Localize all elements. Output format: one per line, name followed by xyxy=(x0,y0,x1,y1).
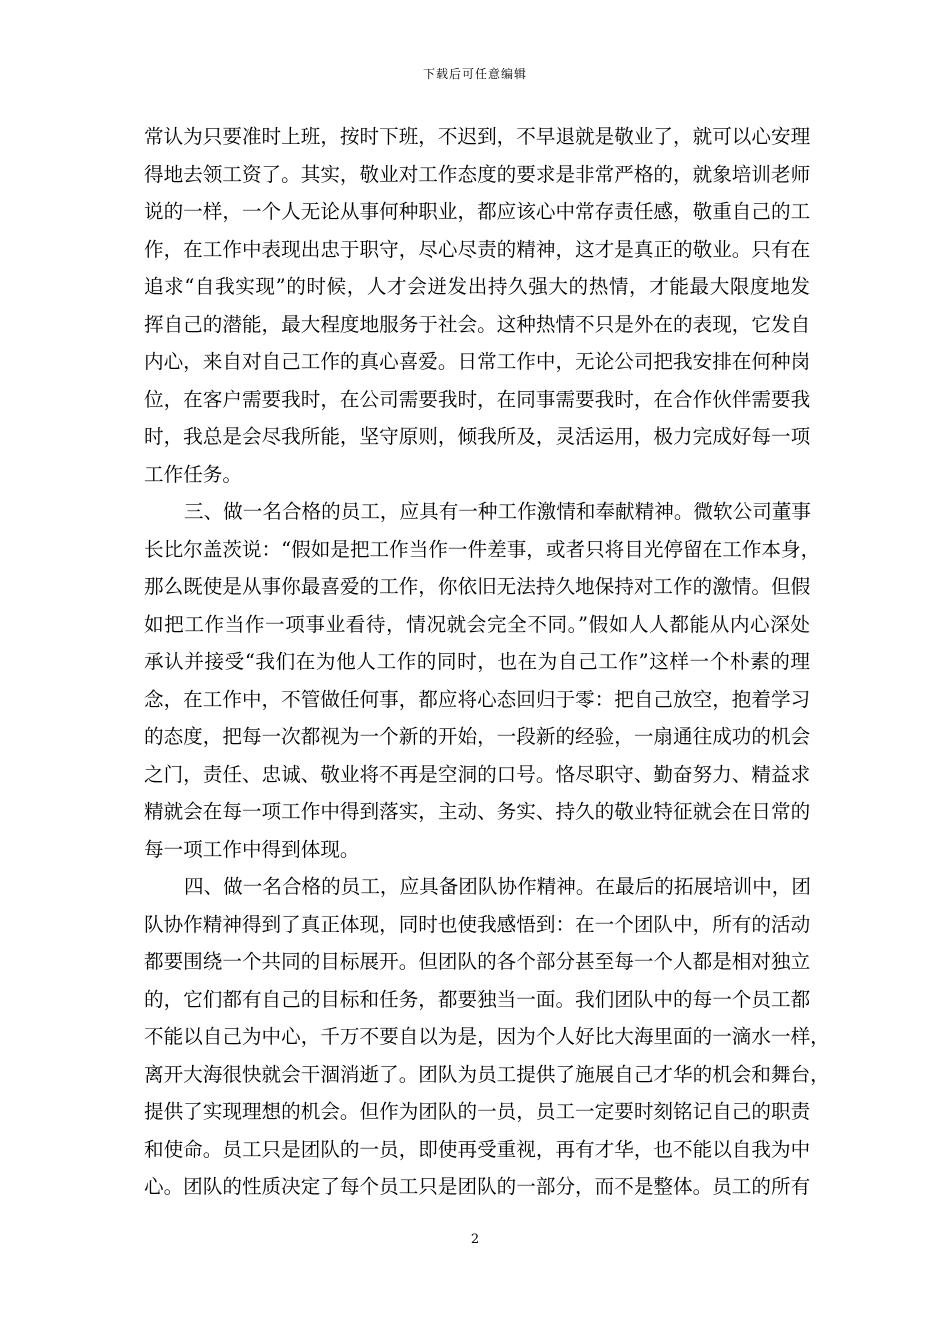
text-line: 和使命。员工只是团队的一员，即使再受重视，再有才华，也不能以自我为中 xyxy=(144,1137,811,1161)
text-line: 每一项工作中得到体现。 xyxy=(144,837,360,861)
text-line: 四、做一名合格的员工，应具备团队协作精神。在最后的拓展培训中，团 xyxy=(184,875,811,898)
text-line: 如把工作当作一项事业看待，情况就会完全不同。”假如人人都能从内心深处 xyxy=(144,612,810,636)
text-line: 提供了实现理想的机会。但作为团队的一员，员工一定要时刻铭记自己的职责 xyxy=(144,1100,811,1123)
text-line: 工作任务。 xyxy=(144,462,242,486)
text-line: 念，在工作中，不管做任何事，都应将心态回归于零：把自己放空，抱着学习 xyxy=(144,687,811,711)
text-line: 那么既使是从事你最喜爱的工作，你依旧无法持久地保持对工作的激情。但假 xyxy=(144,575,811,598)
text-line: 都要围绕一个共同的目标展开。但团队的各个部分甚至每一个人都是相对独立 xyxy=(144,950,811,973)
text-line: 承认并接受“我们在为他人工作的同时，也在为自己工作”这样一个朴素的理 xyxy=(144,650,810,673)
page-header: 下载后可任意编辑 xyxy=(422,67,527,81)
text-line: 说的一样，一个人无论从事何种职业，都应该心中常存责任感，敬重自己的工 xyxy=(144,200,811,223)
text-line: 心。团队的性质决定了每个员工只是团队的一部分，而不是整体。员工的所有 xyxy=(144,1175,811,1198)
document-body xyxy=(144,118,830,1206)
text-line: 内心，来自对自己工作的真心喜爱。日常工作中，无论公司把我安排在何种岗 xyxy=(144,350,811,373)
text-line: 位，在客户需要我时，在公司需要我时，在同事需要我时，在合作伙伴需要我 xyxy=(144,387,811,411)
text-line: 挥自己的潜能，最大程度地服务于社会。这种热情不只是外在的表现，它发自 xyxy=(144,312,811,336)
text-line: 作，在工作中表现出忠于职守，尽心尽责的精神，这才是真正的敬业。只有在 xyxy=(144,237,811,261)
text-line: 时，我总是会尽我所能，坚守原则，倾我所及，灵活运用，极力完成好每一项 xyxy=(144,425,811,448)
text-line: 精就会在每一项工作中得到落实，主动、务实、持久的敬业特征就会在日常的 xyxy=(144,800,811,823)
text-line: 离开大海很快就会干涸消逝了。团队为员工提供了施展自己才华的机会和舞台， xyxy=(144,1062,830,1086)
paragraph-section-four xyxy=(144,868,830,1206)
page-number: 2 xyxy=(470,1232,480,1247)
text-line: 三、做一名合格的员工，应具有一种工作激情和奉献精神。微软公司董事 xyxy=(184,500,811,523)
text-line: 长比尔盖茨说：“假如是把工作当作一件差事，或者只将目光停留在工作本身， xyxy=(144,537,821,561)
text-line: 常认为只要准时上班，按时下班，不迟到，不早退就是敬业了，就可以心安理 xyxy=(144,125,811,148)
text-line: 不能以自己为中心，千万不要自以为是，因为个人好比大海里面的一滴水一样， xyxy=(144,1025,830,1048)
text-line: 的态度，把每一次都视为一个新的开始，一段新的经验，一扇通往成功的机会 xyxy=(144,725,811,748)
text-line: 的，它们都有自己的目标和任务，都要独当一面。我们团队中的每一个员工都 xyxy=(144,987,811,1011)
text-line: 队协作精神得到了真正体现，同时也使我感悟到：在一个团队中，所有的活动 xyxy=(144,912,811,936)
text-line: 得地去领工资了。其实，敬业对工作态度的要求是非常严格的，就象培训老师 xyxy=(144,162,811,186)
paragraph-continuation xyxy=(144,118,810,493)
text-line: 追求“自我实现”的时候，人才会迸发出持久强大的热情，才能最大限度地发 xyxy=(144,275,810,298)
text-line: 之门，责任、忠诚、敬业将不再是空洞的口号。恪尽职守、勤奋努力、精益求 xyxy=(144,762,811,786)
paragraph-section-three xyxy=(144,493,821,868)
